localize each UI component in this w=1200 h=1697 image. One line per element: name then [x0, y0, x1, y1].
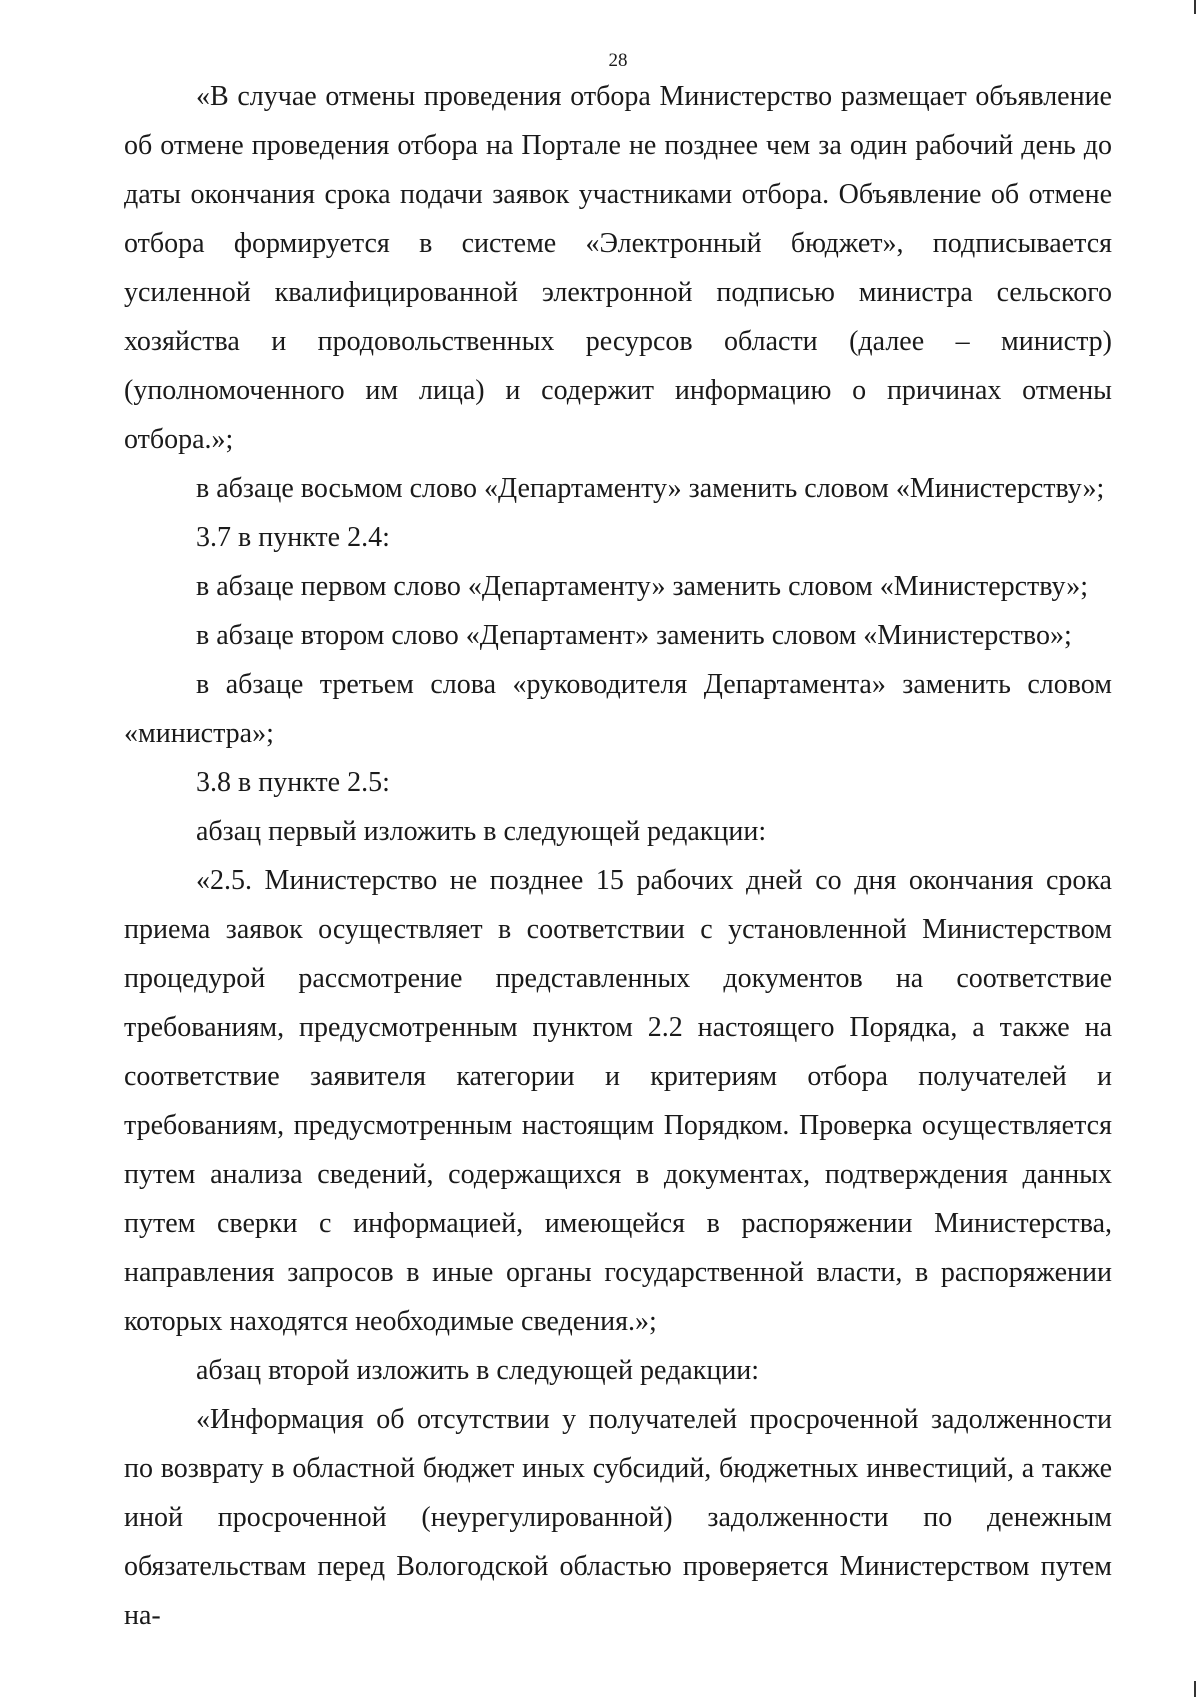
paragraph-item-3-7: 3.7 в пункте 2.4:	[196, 522, 390, 553]
paragraph-amendment-second: в абзаце втором слово «Департамент» заменить словом «Министерство»;	[196, 620, 1072, 651]
paragraph-debt-information: «Информация об отсутствии у получателей просроченной задолженности по возврату в областной бюджет иных субсидий, бюджетных инвестиций, а также иной просроченной (неурегулированной) задолженности по денежным обязательствам перед Вологодской областью проверяется Министерством путем на-	[124, 1404, 1112, 1631]
paragraph-item-3-8: 3.8 в пункте 2.5:	[196, 767, 390, 798]
paragraph-second-revision-intro: абзац второй изложить в следующей редакции:	[196, 1355, 760, 1386]
paragraph-amendment-eighth: в абзаце восьмом слово «Департаменту» заменить словом «Министерству»;	[196, 473, 1105, 504]
page-number: 28	[608, 50, 628, 71]
document-page	[124, 0, 1112, 1697]
paragraph-section-2-5: «2.5. Министерство не позднее 15 рабочих дней со дня окончания срока приема заявок осуществляет в соответствии с установленной Министерством процедурой рассмотрение представленных документов на соответствие требованиям, предусмотренным пунктом 2.2 настоящего Порядка, а также на соответствие заявителя категории и критериям отбора получателей и требованиям, предусмотренным настоящим Порядком. Проверка осуществляется путем анализа сведений, содержащихся в документах, подтверждения данных путем сверки с информацией, имеющейся в распоряжении Министерства, направления запросов в иные органы государственной власти, в распоряжении которых находятся необходимые сведения.»;	[124, 865, 1112, 1337]
paragraph-amendment-first: в абзаце первом слово «Департаменту» заменить словом «Министерству»;	[196, 571, 1089, 602]
scan-artifact-bottom-right	[1194, 1681, 1196, 1697]
document-body	[124, 72, 1112, 1640]
paragraph-first-revision-intro: абзац первый изложить в следующей редакции:	[196, 816, 767, 847]
paragraph-amendment-third: в абзаце третьем слова «руководителя Департамента» заменить словом «министра»;	[124, 669, 1112, 749]
paragraph-cancellation-notice: «В случае отмены проведения отбора Министерство размещает объявление об отмене проведения отбора на Портале не позднее чем за один рабочий день до даты окончания срока подачи заявок участниками отбора. Объявление об отмене отбора формируется в системе «Электронный бюджет», подписывается усиленной квалифицированной электронной подписью министра сельского хозяйства и продовольственных ресурсов области (далее – министр) (уполномоченного им лица) и содержит информацию о причинах отмены отбора.»;	[124, 81, 1112, 455]
scan-artifact-top-right	[1194, 0, 1196, 14]
